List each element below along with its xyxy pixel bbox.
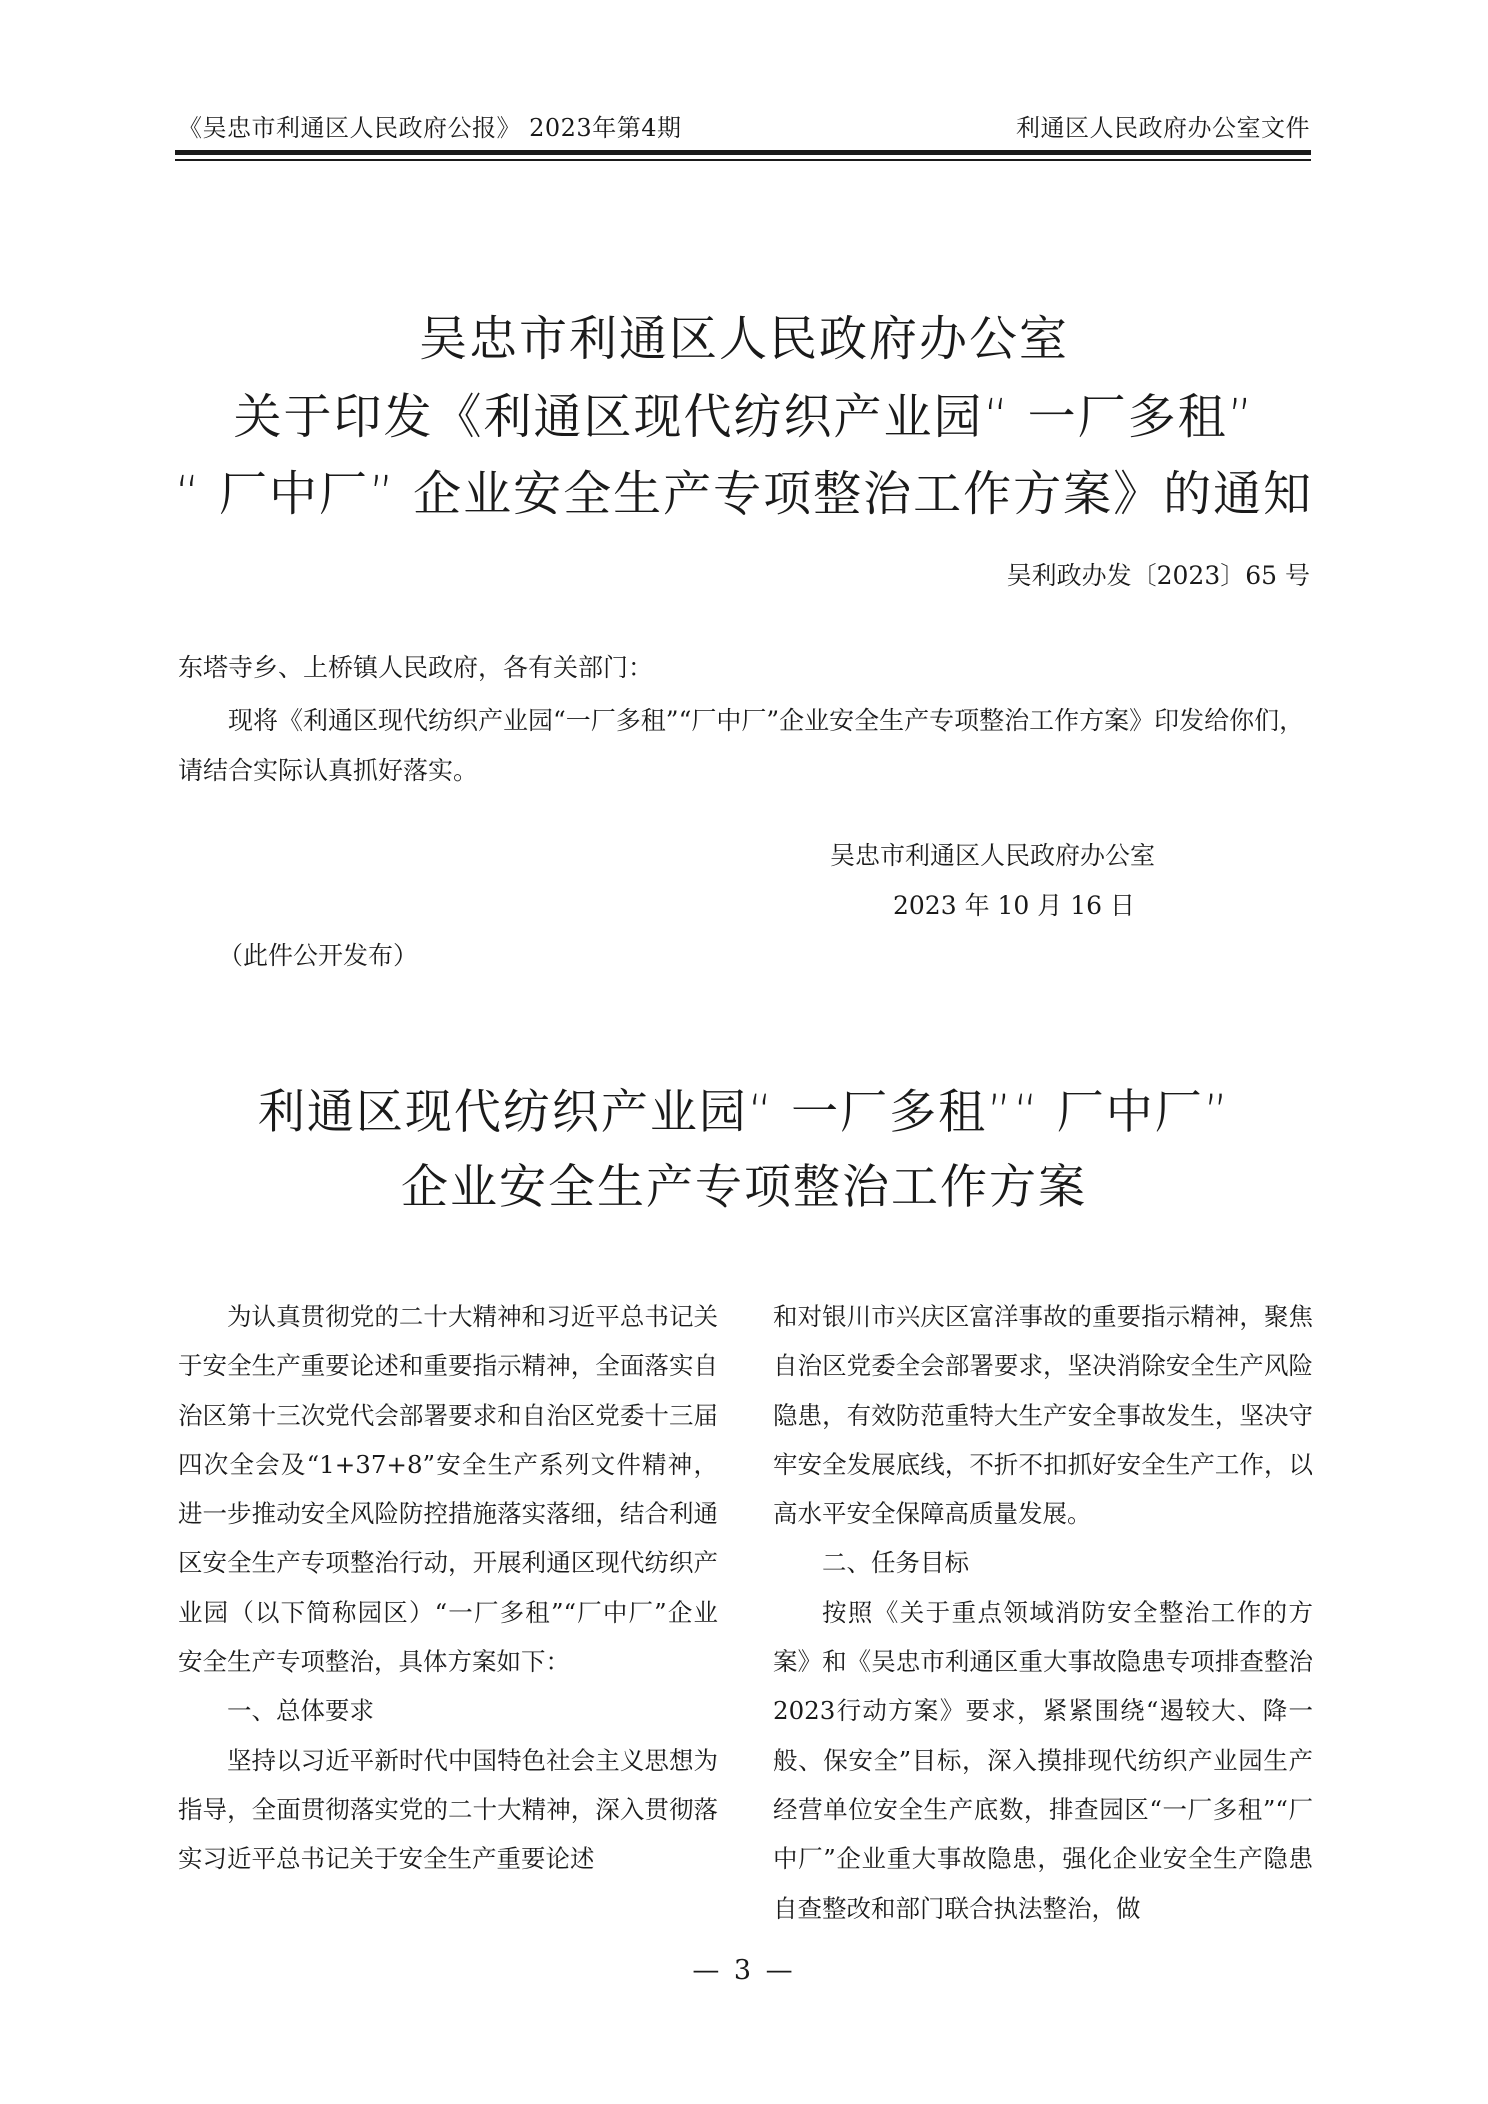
signature-date: 2023 年 10 月 16 日 <box>893 891 1135 920</box>
notice-body: 现将《利通区现代纺织产业园“一厂多租”“厂中厂”企业安全生产专项整治工作方案》印发给你们，请结合实际认真抓好落实。 <box>178 706 1305 785</box>
header-issuer: 利通区人民政府办公室文件 <box>1016 114 1310 142</box>
continuation-paragraph: 和对银川市兴庆区富洋事故的重要指示精神，聚焦自治区党委全会部署要求，坚决消除安全生产风险隐患，有效防范重特大生产安全事故发生，坚决守牢安全发展底线，不折不扣抓好安全生产工作，以高水平安全保障高质量发展。 <box>773 1302 1313 1529</box>
header-publication: 《吴忠市利通区人民政府公报》 2023年第4期 <box>178 114 682 142</box>
intro-paragraph: 为认真贯彻党的二十大精神和习近平总书记关于安全生产重要论述和重要指示精神，全面落实自治区第十三次党代会部署要求和自治区党委十三届四次全会及“1+37+8”安全生产系列文件精神，进一步推动安全风险防控措施落实落细，结合利通区安全生产专项整治行动，开展利通区现代纺织产业园（以下简称园区）“一厂多租”“厂中厂”企业安全生产专项整治，具体方案如下： <box>178 1302 718 1677</box>
notice-title-line-2: 关于印发《利通区现代纺织产业园“ 一厂多租” <box>233 389 1255 445</box>
right-column <box>773 1292 1313 1933</box>
document-number: 吴利政办发〔2023〕65 号 <box>1006 561 1310 590</box>
section-heading-general-requirements: 一、总体要求 <box>227 1696 374 1726</box>
notice-title-line-3: “ 厂中厂” 企业安全生产专项整治工作方案》的通知 <box>174 466 1314 522</box>
task-goals-paragraph: 按照《关于重点领域消防安全整治工作的方案》和《吴忠市利通区重大事故隐患专项排查整治2023行动方案》要求，紧紧围绕“遏较大、降一般、保安全”目标，深入摸排现代纺织产业园生产经营单位安全生产底数，排查园区“一厂多租”“厂中厂”企业重大事故隐患，强化企业安全生产隐患自查整改和部门联合执法整治，做 <box>773 1597 1313 1923</box>
salutation: 东塔寺乡、上桥镇人民政府，各有关部门： <box>178 653 654 682</box>
header-rule-thin <box>175 159 1311 161</box>
scheme-title-line-2: 企业安全生产专项整治工作方案 <box>401 1160 1087 1215</box>
section-heading-task-goals: 二、任务目标 <box>822 1548 969 1578</box>
general-requirements-paragraph: 坚持以习近平新时代中国特色社会主义思想为指导，全面贯彻落实党的二十大精神，深入贯彻落实习近平总书记关于安全生产重要论述 <box>178 1745 718 1874</box>
header-rule-thick <box>175 150 1311 155</box>
page-number: — 3 — <box>692 1955 796 1986</box>
scheme-title-line-1: 利通区现代纺织产业园“ 一厂多租”“ 厂中厂” <box>257 1085 1231 1140</box>
notice-title-line-1: 吴忠市利通区人民政府办公室 <box>418 311 1069 367</box>
left-column <box>178 1292 718 1884</box>
publish-note: （此件公开发布） <box>218 941 419 970</box>
signature-org: 吴忠市利通区人民政府办公室 <box>830 841 1156 870</box>
